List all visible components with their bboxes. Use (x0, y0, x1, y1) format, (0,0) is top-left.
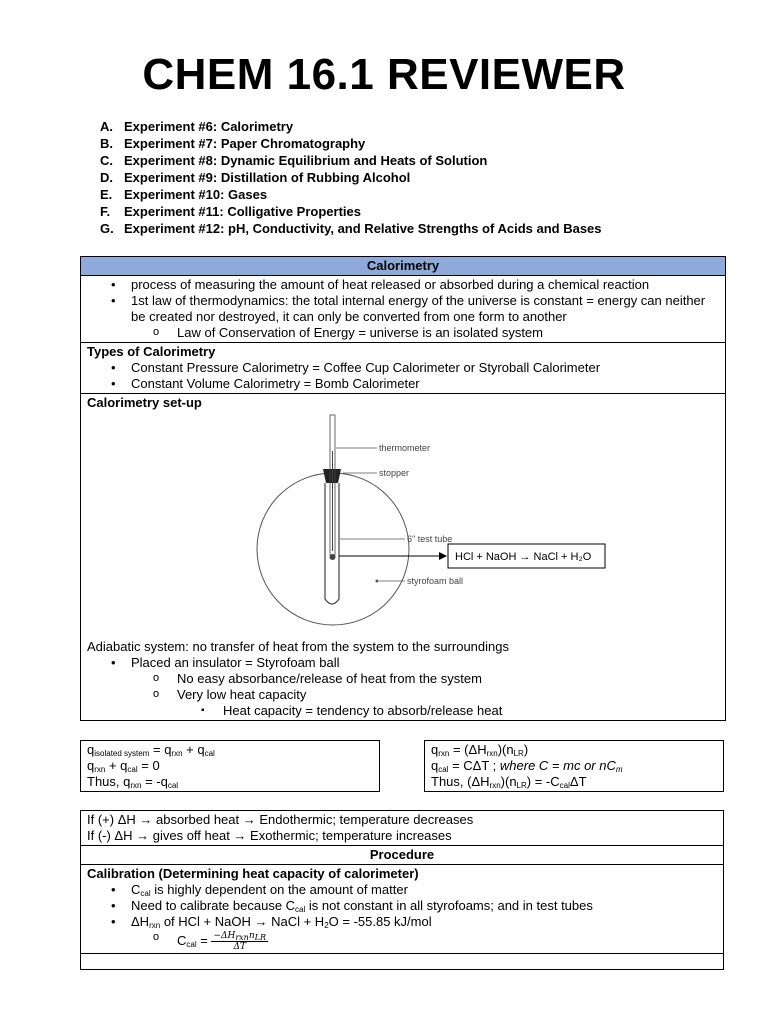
list-item: G. Experiment #12: pH, Conductivity, and Relative Strengths of Acids and Bases (100, 221, 602, 236)
list-item: F. Experiment #11: Colligative Properties (100, 204, 361, 219)
equation-line: $q_{rxn} = (\Delta H_{rxn})(n_{LR})$ (431, 742, 529, 758)
test-tube-label: 6" test tube (407, 534, 453, 544)
bullet: • Placed an insulator = Styrofoam ball (87, 655, 719, 671)
list-item: D. Experiment #9: Distillation of Rubbing Alcohol (100, 170, 411, 185)
bullet: • $\Delta H_{rxn}$ of HCl + NaOH → NaCl + $H_2O = -55.85$ kJ/mol (87, 914, 717, 930)
calorimeter-figure (87, 411, 719, 639)
empty-row (81, 954, 724, 970)
page-title: CHEM 16.1 REVIEWER (142, 50, 626, 99)
equation-line: $q_{rxn} + q_{cal} = 0$ (87, 758, 160, 774)
sub-bullet: o $C_{cal}$ = $\frac{-\Delta H_{rxn}n_{LR}}{\Delta T}$ (87, 930, 717, 952)
list-item: B. Experiment #7: Paper Chromatography (100, 136, 366, 151)
styrofoam-label: styrofoam ball (407, 576, 464, 586)
stopper-label: stopper (379, 468, 410, 478)
list-item: A. Experiment #6: Calorimetry (100, 119, 294, 134)
equation-line: $q_{isolated system} = q_{rxn} + q_{cal}$ (87, 742, 215, 758)
thermometer-label: thermometer (379, 443, 431, 453)
list-item: E. Experiment #10: Gases (100, 187, 268, 202)
calorimetry-intro (81, 276, 726, 343)
procedure-table (80, 810, 724, 970)
sub-bullet: o Very low heat capacity (87, 687, 719, 703)
bullet: • 1st law of thermodynamics: the total internal energy of the universe is constant = energy can neither be created nor destroyed, it can only be converted from one form to another (87, 293, 719, 325)
exothermic-note: If (-) ΔH → gives off heat → Exothermic; temperature increases (87, 828, 452, 843)
calibration-section (81, 865, 724, 954)
endothermic-note: If (+) ΔH → absorbed heat → Endothermic; temperature decreases (87, 812, 474, 827)
bullet: • process of measuring the amount of heat released or absorbed during a chemical reaction (87, 277, 719, 293)
types-section (81, 343, 726, 394)
calibration-title: Calibration (Determining heat capacity of calorimeter) (87, 866, 419, 881)
calorimetry-table (80, 256, 726, 721)
bullet: • $C_{cal}$ is highly dependent on the amount of matter (87, 882, 717, 898)
setup-title: Calorimetry set-up (87, 395, 202, 410)
sub-sub-bullet: ▪ Heat capacity = tendency to absorb/release heat (87, 703, 719, 719)
sub-bullet: o Law of Conservation of Energy = universe is an isolated system (87, 325, 719, 341)
calibration-fraction: $\frac{-\Delta H_{rxn}n_{LR}}{\Delta T}$ (213, 931, 266, 952)
sub-bullet: o No easy absorbance/release of heat from the system (87, 671, 719, 687)
setup-section (81, 394, 726, 721)
list-item: C. Experiment #8: Dynamic Equilibrium and Heats of Solution (100, 153, 488, 168)
types-title: Types of Calorimetry (87, 344, 216, 359)
bullet: • Constant Pressure Calorimetry = Coffee Cup Calorimeter or Styroball Calorimeter (87, 360, 719, 376)
equation-line: Thus, $q_{rxn} = -q_{cal}$ (87, 774, 179, 790)
calorimetry-header: Calorimetry (81, 257, 726, 276)
bullet: • Need to calibrate because $C_{cal}$ is not constant in all styrofoams; and in test tubes (87, 898, 717, 914)
procedure-header: Procedure (81, 846, 724, 865)
enthalpy-notes (81, 811, 724, 846)
bullet: • Constant Volume Calorimetry = Bomb Calorimeter (87, 376, 719, 392)
equation-line: $q_{cal} = C\Delta T$ ; where C = mc or $nC_m$ (431, 758, 623, 774)
adiabatic-text: Adiabatic system: no transfer of heat from the system to the surroundings (87, 639, 509, 654)
experiment-list (100, 118, 602, 237)
equations-right (424, 740, 724, 792)
calorimeter-diagram (87, 411, 719, 639)
equation-line: Thus, $(\Delta H_{rxn})(n_{LR}) = -C_{cal}\Delta T$ (431, 774, 587, 790)
reaction-equation: HCl + NaOH → NaCl + H₂O (455, 551, 592, 563)
equations-left (80, 740, 380, 792)
